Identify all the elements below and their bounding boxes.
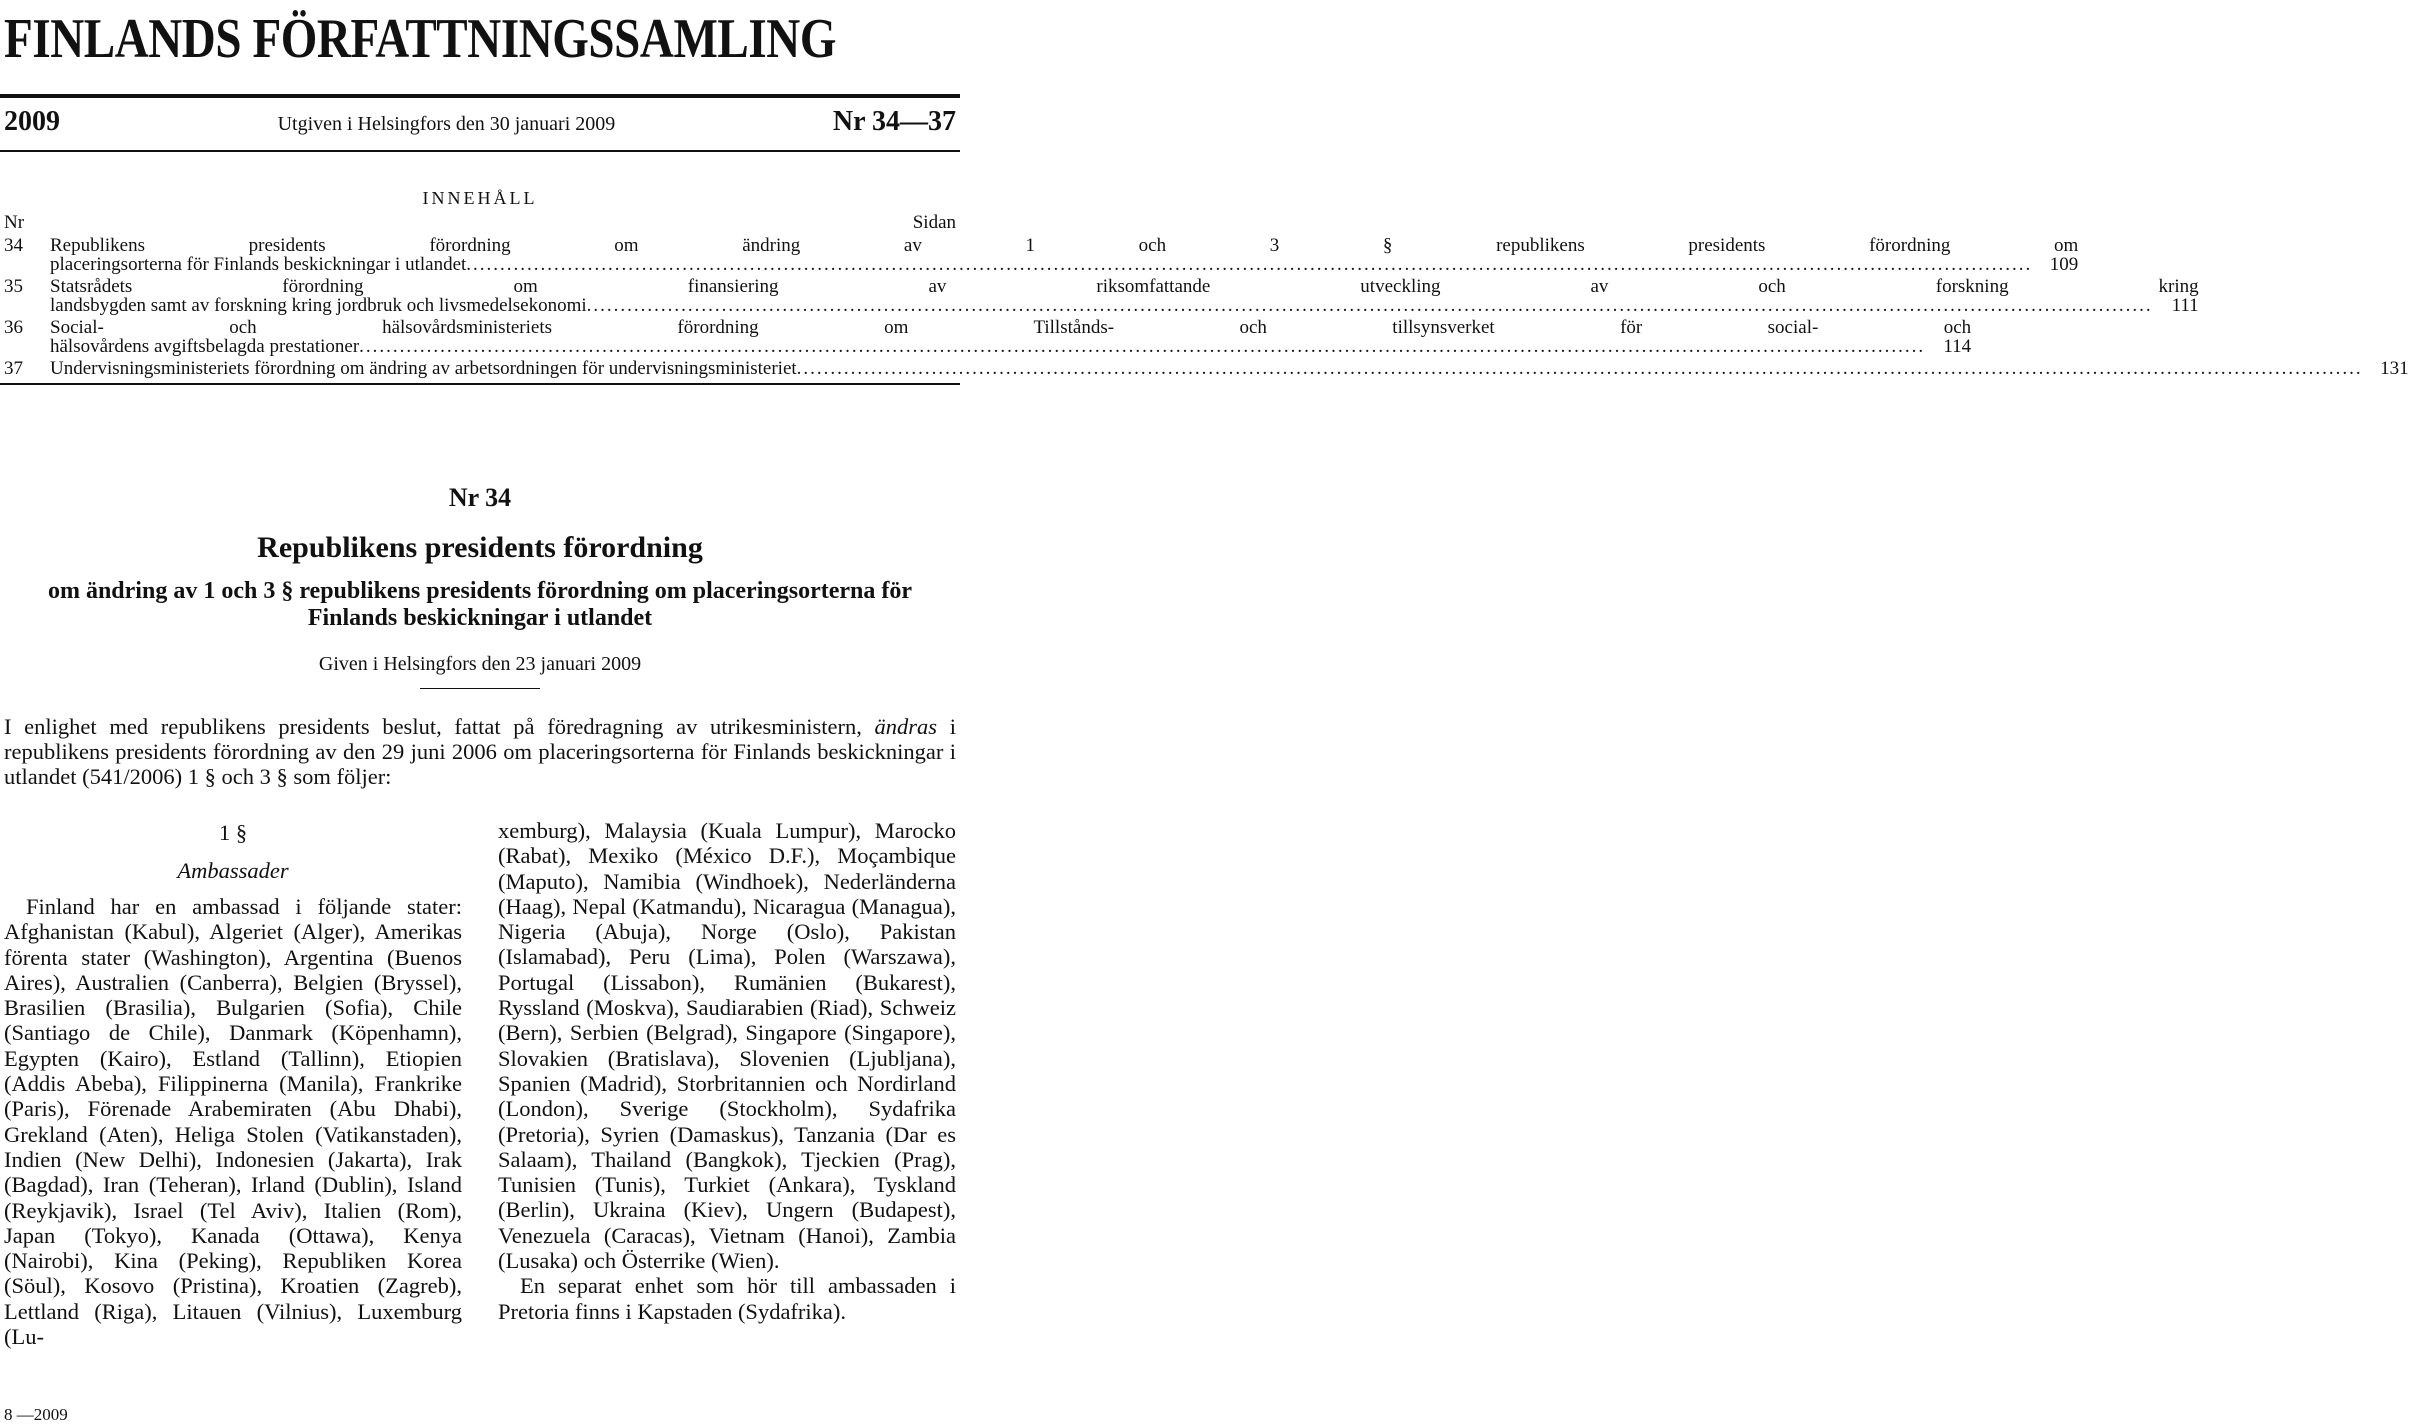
issue-rule (0, 150, 960, 152)
toc-entry-nr: 36 (4, 317, 23, 338)
act-subtitle (0, 578, 960, 632)
toc-entry-nr: 37 (4, 358, 23, 379)
act-number: Nr 34 (448, 483, 512, 512)
toc-title: INNEHÅLL (422, 188, 538, 208)
toc-entry-text: Social- och hälsovårdsministeriets förordning om Tillstånds- och tillsynsverket för social- och (50, 317, 1972, 338)
toc-entry-nr: 35 (4, 276, 23, 297)
toc-entry-text: Republikens presidents förordning om ändring av 1 och 3 § republikens presidents förordning om (50, 235, 2079, 256)
issue-line (4, 106, 956, 146)
toc-entry (4, 317, 1972, 357)
right-column (498, 818, 956, 1324)
toc-entry-page: 109 (2049, 254, 2079, 275)
act-subtitle-line: om ändring av 1 och 3 § republikens presidents förordning om placeringsorterna för (47, 578, 913, 604)
separator-rule (420, 688, 540, 689)
toc-entry-text: Undervisningsministeriets förordning om ändring av arbetsordningen för undervisningsministeriet (50, 358, 797, 379)
toc-entry-text: landsbygden samt av forskning kring jordbruk och livsmedelsekonomi (50, 295, 587, 316)
toc-entry-page: 111 (2171, 295, 2199, 316)
toc-leader (797, 359, 2363, 378)
issue-year: 2009 (4, 106, 60, 137)
page-footer: 8 —2009 (4, 1405, 68, 1424)
section-paragraph-cont: xemburg), Malaysia (Kuala Lumpur), Marocko (Rabat), Mexiko (México D.F.), Moçambique (Maputo), Namibia (Windhoek), Nederländerna (Haag), Nepal (Katmandu), Nicaragua (Managua), Nigeria (Abuja), Norge (Oslo), Pakistan (Islamabad), Peru (Lima), Polen (Warszawa), Portugal (Lissabon), Rumänien (Bukarest), Ryssland (Moskva), Saudiarabien (Riad), Schweiz (Bern), Serbien (Belgrad), Singapore (Singapore), Slovakien (Bratislava), Slovenien (Ljubljana), Spanien (Madrid), Storbritannien och Nordirland (London), Sverige (Stockholm), Sydafrika (Pretoria), Syrien (Damaskus), Tanzania (Dar es Salaam), Thailand (Bangkok), Tjeckien (Prag), Tunisien (Tunis), Turkiet (Ankara), Tyskland (Berlin), Ukraina (Kiev), Ungern (Budapest), Venezuela (Caracas), Vietnam (Hanoi), Zambia (Lusaka) och Österrike (Wien). (498, 818, 956, 1274)
toc-entry-nr: 34 (4, 235, 23, 256)
toc-leader (587, 296, 2153, 315)
toc-entry-text: Statsrådets förordning om finansiering av riksomfattande utveckling av och forskning kring (50, 276, 2199, 297)
toc-rule (0, 383, 960, 385)
issue-published: Utgiven i Helsingfors den 30 januari 2009 (277, 113, 616, 135)
toc-entry (4, 235, 2079, 275)
preamble (4, 714, 956, 789)
section-paragraph: Finland har en ambassad i följande stater: Afghanistan (Kabul), Algeriet (Alger), Amerikas förenta stater (Washington), Argentina (Buenos Aires), Australien (Canberra), Belgien (Bryssel), Brasilien (Brasilia), Bulgarien (Sofia), Chile (Santiago de Chile), Danmark (Köpenhamn), Egypten (Kairo), Estland (Tallinn), Etiopien (Addis Abeba), Filippinerna (Manila), Frankrike (Paris), Förenade Arabemiraten (Abu Dhabi), Grekland (Aten), Heliga Stolen (Vatikanstaden), Indien (New Delhi), Indonesien (Jakarta), Irak (Bagdad), Iran (Teheran), Irland (Dublin), Island (Reykjavik), Israel (Tel Aviv), Italien (Rom), Japan (Tokyo), Kanada (Ottawa), Kenya (Nairobi), Kina (Peking), Republiken Korea (Söul), Kosovo (Pristina), Kroatien (Zagreb), Lettland (Riga), Litauen (Vilnius), Luxemburg (Lu- (4, 894, 462, 1350)
toc-col-page: Sidan (912, 212, 956, 233)
toc-entry (4, 358, 2409, 379)
toc-entry (4, 276, 2199, 316)
toc-leader (466, 255, 2032, 274)
act-title: Republikens presidents förordning (257, 531, 703, 564)
masthead-rule (0, 94, 960, 98)
toc-entry-text: hälsovårdens avgiftsbelagda prestationer (50, 336, 360, 357)
toc-leader (359, 337, 1925, 356)
section-number: 1 § (218, 820, 248, 845)
preamble-start: I enlighet med republikens presidents beslut, fattat på föredragning av utrikesministern, (4, 714, 862, 739)
act-given-date: Given i Helsingfors den 23 januari 2009 (318, 653, 642, 675)
toc-list (4, 235, 2409, 379)
masthead-title: FINLANDS FÖRFATTNINGSSAMLING (4, 8, 837, 70)
toc-col-nr: Nr (4, 212, 25, 233)
left-column (4, 818, 462, 1349)
preamble-italic: ändras (874, 714, 938, 739)
preamble-rest: i republikens presidents förordning av den 29 juni 2006 om placeringsorterna för Finlands beskickningar i utlandet (541/2006) 1 § och 3 § som följer: (4, 714, 956, 789)
section-heading: Ambassader (177, 858, 289, 883)
toc-entry-text: placeringsorterna för Finlands beskickningar i utlandet (50, 254, 467, 275)
act-subtitle-line: Finlands beskickningar i utlandet (307, 605, 653, 631)
section-paragraph-2: En separat enhet som hör till ambassaden i Pretoria finns i Kapstaden (Sydafrika). (498, 1273, 956, 1324)
issue-number: Nr 34—37 (832, 106, 956, 137)
toc-entry-page: 131 (2380, 358, 2409, 379)
toc-entry-page: 114 (1943, 336, 1972, 357)
